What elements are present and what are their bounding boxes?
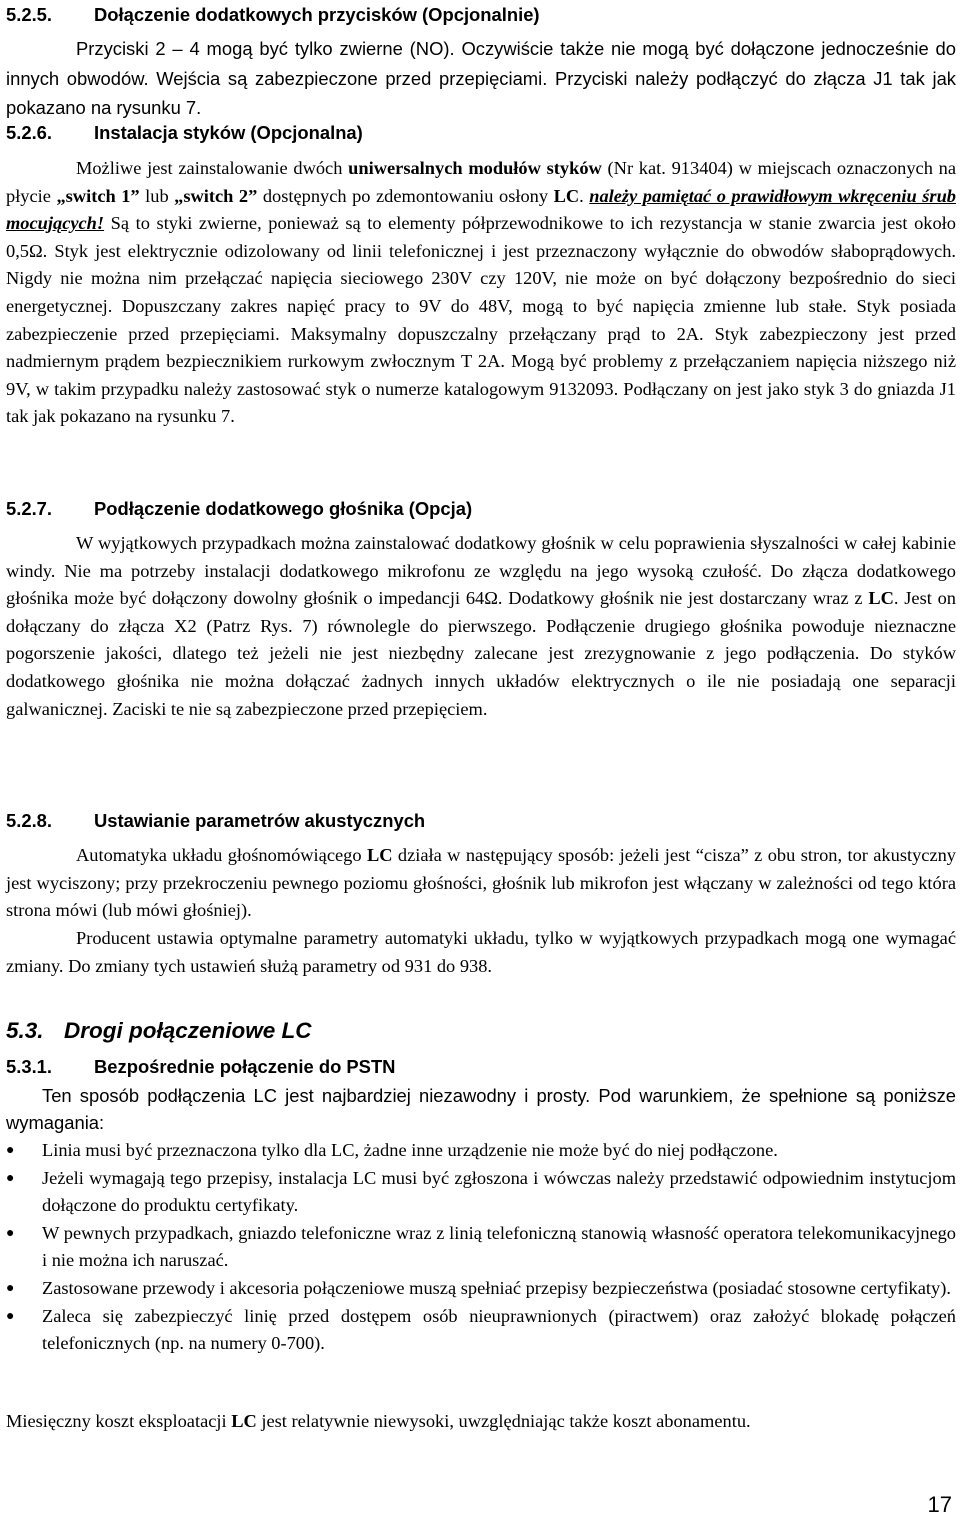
list-item [6,1220,956,1275]
paragraph-speaker [6,530,956,723]
bold-run: LC [868,588,894,609]
section-number: 5.2.6. [6,122,53,143]
text-run: Możliwe jest zainstalowanie dwóch [76,158,349,178]
bold-run: uniwersalnych modułów styków [348,158,602,178]
section-heading-5-2-7 [6,498,472,520]
text-run: Są to styki zwierne, ponieważ są to elementy półprzewodnikowe to ich rezystancja w stanie zwarcia jest około 0,5Ω. Styk jest elektrycznie odizolowany od linii telefonicznej i jest przeznaczony wyłącznie do obwodów słaboprądowych. Nigdy nie można nim przełączać napięcia sieciowego 230V czy 120V, nie może on być dołączony bezpośrednio do sieci energetycznej. Dopuszczany zakres napięć pracy to 9V do 48V, mogą to być napięcia zmienne lub stałe. Styk posiada zabezpieczenie przed przepięciami. Maksymalny dopuszczalny przełączany prąd to 2A. Styk zabezpieczony jest przed nadmiernym prądem bezpiecznikiem rurkowym zwłocznym T 2A. Mogą być problemy z przełączaniem napięcia niższego niż 9V, w takim przypadku należy zastosować styk o numerze katalogowym 9132093. Podłączany on jest jako styk 3 do gniazda J1 tak jak pokazano na rysunku 7. [6,213,956,427]
text-run: lub [139,185,175,206]
list-item [6,1137,956,1165]
section-heading-5-2-8 [6,810,425,832]
warning-text: należy pamiętać o prawidłowym wkręceniu śrub mocujących! [6,185,957,234]
text-run: Automatyka układu głośnomówiącego [76,845,367,865]
bold-run: LC [231,1411,257,1431]
section-title: Instalacja styków (Opcjonalna) [94,122,363,143]
section-title: Ustawianie parametrów akustycznych [94,810,426,831]
text-run: (Nr kat. 913404) w miejscach oznaczonych na płycie [6,158,956,206]
bullet-icon: ● [6,1143,15,1158]
bold-run: LC [553,185,580,206]
page-number: 17 [927,1492,952,1517]
bullet-icon: ● [6,1308,15,1324]
text-run: W wyjątkowych przypadkach można zainstalować dodatkowy głośnik w celu poprawienia słyszalności w całej kabinie windy. Nie ma potrzeby instalacji dodatkowego mikrofonu ze względu na jego wysoką czułość. Do złącza dodatkowego głośnika może być dołączony dowolny głośnik o impedancji 64Ω. Dodatkowy głośnik nie jest dostarczany wraz z [6,533,956,609]
text-run: Miesięczny koszt eksploatacji [6,1411,232,1431]
section-number: 5.2.7. [6,498,53,519]
section-title: Podłączenie dodatkowego głośnika (Opcja) [94,498,473,519]
paragraph-acoustic-1 [6,842,956,925]
section-heading-5-2-5 [6,4,540,26]
paragraph-acoustic-2: Producent ustawia optymalne parametry automatyki układu, tylko w wyjątkowych przypadkach mogą one wymagać zmiany. Do zmiany tych ustawień służą parametry od 931 do 938. [6,928,956,976]
section-number: 5.2.5. [6,4,53,25]
section-heading-5-3-1 [6,1056,395,1078]
section-title: Bezpośrednie połączenie do PSTN [94,1056,396,1077]
list-item [6,1275,956,1303]
section-title: Drogi połączeniowe LC [64,1018,312,1043]
section-number: 5.3. [6,1018,44,1043]
text-run: działa w następujący sposób: jeżeli jest “cisza” z obu stron, tor akustyczny jest wyciszony; przy przekroczeniu pewnego poziomu głośności, głośnik lub mikrofon jest włączany w zależności od tego która strona mówi (lub mówi głośniej). [6,845,957,921]
section-number: 5.3.1. [6,1056,53,1077]
paragraph-cost [6,1408,956,1436]
requirements-list [6,1137,956,1358]
paragraph-pstn-intro: Ten sposób podłączenia LC jest najbardziej niezawodny i prosty. Pod warunkiem, że spełnione są poniższe wymagania: [6,1085,956,1133]
bullet-icon: ● [6,1170,15,1186]
section-number: 5.2.8. [6,810,53,831]
bold-run: LC [366,845,393,865]
list-item-text: Zaleca się zabezpieczyć linię przed dostępem osób nieuprawnionych (piractwem) oraz założyć blokadę połączeń telefonicznych (np. na numery 0-700). [42,1305,956,1354]
text-run: jest relatywnie niewysoki, uwzględniając także koszt abonamentu. [256,1411,751,1431]
list-item-text: Linia musi być przeznaczona tylko dla LC, żadne inne urządzenie nie może być do niej podłączone. [42,1140,778,1160]
section-heading-5-2-6 [6,122,363,144]
paragraph-buttons: Przyciski 2 – 4 mogą być tylko zwierne (NO). Oczywiście także nie mogą być dołączone jednocześnie do innych obwodów. Wejścia są zabezpieczone przed przepięciami. Przyciski należy podłączyć do złącza J1 tak jak pokazano na rysunku 7. [6,38,956,118]
bullet-icon: ● [6,1280,15,1296]
text-run: . Jest on dołączany do złącza X2 (Patrz Rys. 7) równolegle do pierwszego. Podłączenie drugiego głośnika powoduje nieznaczne pogorszenie jakości, dlatego też jeżeli nie jest niezbędny zalecane jest zrezygnowanie z jego podłączenia. Do styków dodatkowego głośnika nie można dołączać żadnych innych układów elektrycznych o ile nie posiadają one separacji galwanicznej. Zaciski te nie są zabezpieczone przed przepięciem. [6,588,956,719]
text-run: dostępnych po zdemontowaniu osłony [257,185,554,206]
list-item [6,1303,956,1358]
bullet-icon: ● [6,1225,15,1241]
list-item-text: Jeżeli wymagają tego przepisy, instalacja LC musi być zgłoszona i wówczas należy przedstawić odpowiednim instytucjom dołączone do produktu certyfikaty. [42,1167,956,1216]
bold-run: „switch 2” [174,185,258,206]
list-item-text: Zastosowane przewody i akcesoria połączeniowe muszą spełniać przepisy bezpieczeństwa (posiadać stosowne certyfikaty). [42,1277,951,1298]
list-item [6,1165,956,1220]
paragraph-contacts [6,155,956,431]
bold-run: „switch 1” [56,185,140,206]
section-heading-5-3 [6,1018,312,1044]
text-run: . [579,185,590,206]
list-item-text: W pewnych przypadkach, gniazdo telefoniczne wraz z linią telefoniczną stanowią własność operatora telekomunikacyjnego i nie można ich naruszać. [42,1222,956,1271]
section-title: Dołączenie dodatkowych przycisków (Opcjonalnie) [94,4,540,25]
